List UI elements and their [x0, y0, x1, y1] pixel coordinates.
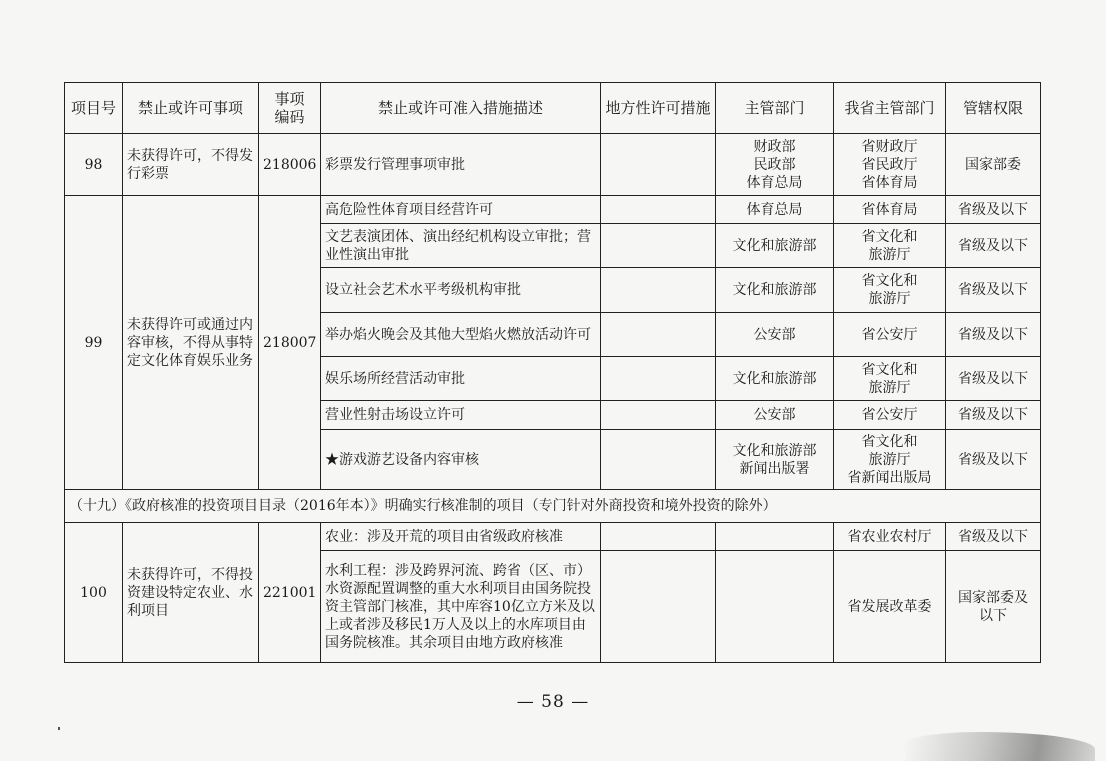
local-measure: [601, 430, 716, 490]
department: 公安部: [716, 313, 834, 357]
header-scope: 管辖权限: [946, 83, 1041, 134]
jurisdiction: 省级及以下: [946, 357, 1041, 401]
department: 文化和旅游部: [716, 224, 834, 268]
provincial-department: 省文化和 旅游厅 省新闻出版局: [834, 430, 946, 490]
jurisdiction: 省级及以下: [946, 523, 1041, 551]
item-number: 98: [65, 134, 123, 196]
jurisdiction: 省级及以下: [946, 196, 1041, 224]
local-measure: [601, 224, 716, 268]
department: [716, 551, 834, 663]
provincial-department: 省文化和 旅游厅: [834, 357, 946, 401]
local-measure: [601, 134, 716, 196]
scan-dot: [58, 727, 60, 730]
measure-description: ★游戏游艺设备内容审核: [321, 430, 601, 490]
local-measure: [601, 551, 716, 663]
scan-artifact: [905, 732, 1095, 761]
table-row: [65, 134, 1041, 196]
local-measure: [601, 523, 716, 551]
local-measure: [601, 401, 716, 430]
department: 体育总局: [716, 196, 834, 224]
jurisdiction: 省级及以下: [946, 224, 1041, 268]
header-measure: 禁止或许可准入措施描述: [321, 83, 601, 134]
jurisdiction: 国家部委: [946, 134, 1041, 196]
item-number: 99: [65, 196, 123, 490]
provincial-department: 省体育局: [834, 196, 946, 224]
measure-description: 设立社会艺术水平考级机构审批: [321, 268, 601, 313]
department: [716, 523, 834, 551]
measure-description: 文艺表演团体、演出经纪机构设立审批；营业性演出审批: [321, 224, 601, 268]
department: 文化和旅游部: [716, 357, 834, 401]
jurisdiction: 省级及以下: [946, 401, 1041, 430]
measure-description: 水利工程：涉及跨界河流、跨省（区、市）水资源配置调整的重大水利项目由国务院投资主管部门核准，其中库容10亿立方米及以上或者涉及移民1万人及以上的水库项目由国务院核准。其余项目由地方政府核准: [321, 551, 601, 663]
measure-description: 彩票发行管理事项审批: [321, 134, 601, 196]
jurisdiction: 省级及以下: [946, 268, 1041, 313]
regulation-table: [64, 82, 1041, 663]
local-measure: [601, 196, 716, 224]
department: 文化和旅游部: [716, 268, 834, 313]
provincial-department: 省财政厅 省民政厅 省体育局: [834, 134, 946, 196]
provincial-department: 省文化和 旅游厅: [834, 268, 946, 313]
table-row: [65, 523, 1041, 551]
local-measure: [601, 313, 716, 357]
measure-description: 举办焰火晚会及其他大型焰火燃放活动许可: [321, 313, 601, 357]
measure-description: 娱乐场所经营活动审批: [321, 357, 601, 401]
measure-description: 营业性射击场设立许可: [321, 401, 601, 430]
local-measure: [601, 357, 716, 401]
header-row: [65, 83, 1041, 134]
header-local-measure: 地方性许可措施: [601, 83, 716, 134]
department: 公安部: [716, 401, 834, 430]
department: 财政部 民政部 体育总局: [716, 134, 834, 196]
header-dept: 主管部门: [716, 83, 834, 134]
item-description: 未获得许可或通过内容审核，不得从事特定文化体育娱乐业务: [123, 196, 259, 490]
provincial-department: 省农业农村厅: [834, 523, 946, 551]
page-number: — 58 —: [516, 692, 590, 712]
jurisdiction: 省级及以下: [946, 430, 1041, 490]
item-code: 218006: [259, 134, 321, 196]
provincial-department: 省发展改革委: [834, 551, 946, 663]
measure-description: 农业：涉及开荒的项目由省级政府核准: [321, 523, 601, 551]
item-number: 100: [65, 523, 123, 663]
header-item-code: 事项 编码: [259, 83, 321, 134]
section-row: [65, 490, 1041, 523]
measure-description: 高危险性体育项目经营许可: [321, 196, 601, 224]
header-item-no: 项目号: [65, 83, 123, 134]
jurisdiction: 省级及以下: [946, 313, 1041, 357]
table-row: [65, 196, 1041, 224]
item-code: 221001: [259, 523, 321, 663]
item-code: 218007: [259, 196, 321, 490]
header-prov-dept: 我省主管部门: [834, 83, 946, 134]
provincial-department: 省公安厅: [834, 313, 946, 357]
item-description: 未获得许可，不得发行彩票: [123, 134, 259, 196]
section-heading: （十九）《政府核准的投资项目目录（2016年本）》明确实行核准制的项目（专门针对外商投资和境外投资的除外）: [65, 490, 1041, 523]
header-item-desc: 禁止或许可事项: [123, 83, 259, 134]
provincial-department: 省公安厅: [834, 401, 946, 430]
department: 文化和旅游部 新闻出版署: [716, 430, 834, 490]
jurisdiction: 国家部委及 以下: [946, 551, 1041, 663]
provincial-department: 省文化和 旅游厅: [834, 224, 946, 268]
item-description: 未获得许可，不得投资建设特定农业、水利项目: [123, 523, 259, 663]
local-measure: [601, 268, 716, 313]
